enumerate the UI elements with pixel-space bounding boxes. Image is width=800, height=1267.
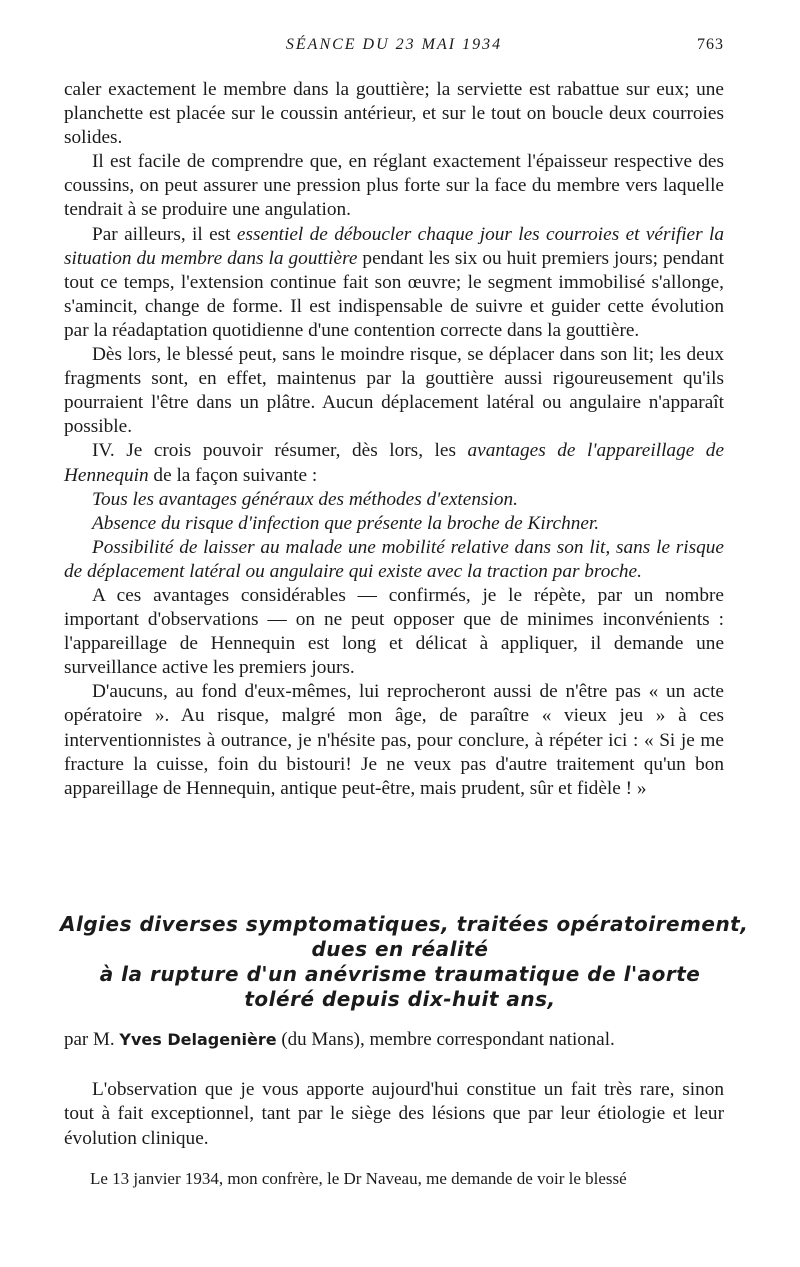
title-line: à la rupture d'un anévrisme traumatique de l'aorte	[99, 962, 701, 986]
text-run: pendant les six ou huit premiers jours; pendant tout ce temps, l'extension continue fait son œuvre; le segment immobilisé s'allonge, s'amincit, change de forme. Il est indispensable de suivre et guider cette évolution par la réadaptation quotidienne d'une contention correcte dans la gouttière.	[64, 247, 724, 341]
title-line: dues en réalité	[311, 937, 489, 961]
emphasis: avantages de l'appareillage de Hennequin	[64, 440, 724, 486]
paragraph	[64, 439, 724, 487]
byline-prefix: par M.	[64, 1029, 120, 1050]
byline-affiliation: (du Mans), membre correspondant national.	[276, 1029, 615, 1050]
body-text	[64, 78, 724, 801]
text-run: IV. Je crois pouvoir résumer, dès lors, les	[92, 440, 468, 462]
advantage-item: Possibilité de laisser au malade une mobilité relative dans son lit, sans le risque de déplacement latéral ou angulaire qui existe avec la traction par broche.	[64, 536, 724, 582]
emphasis: essentiel de déboucler chaque jour les courroies et vérifier la situation du membre dans la gouttière	[64, 223, 724, 269]
paragraph	[64, 223, 724, 343]
paragraph: Il est facile de comprendre que, en réglant exactement l'épaisseur respective des coussins, on peut assurer une pression plus forte sur la face du membre vers laquelle tendrait à se produire une angulation.	[64, 151, 724, 221]
paragraph: D'aucuns, au fond d'eux-mêmes, lui reprocheront aussi de n'être pas « un acte opératoire ». Au risque, malgré mon âge, de paraître « vieux jeu » à ces interventionnistes à outrance, je n'hésite pas, pour conclure, à répéter ici : « Si je me fracture la cuisse, foin du bistouri! Je ne veux pas d'autre traitement qu'un bon appareillage de Hennequin, antique peut-être, mais prudent, sûr et fidèle ! »	[64, 681, 724, 799]
article-title	[60, 912, 749, 1012]
paragraph: caler exactement le membre dans la gouttière; la serviette est rabattue sur eux; une planchette est placée sur le coussin antérieur, et sur le tout on boucle deux courroies solides.	[64, 79, 724, 149]
advantage-item: Tous les avantages généraux des méthodes d'extension.	[92, 488, 518, 510]
page-number: 763	[697, 36, 724, 53]
title-line: toléré depuis dix-huit ans,	[244, 987, 556, 1011]
article-intro	[64, 1078, 724, 1151]
running-header	[64, 36, 724, 58]
text-run: de la façon suivante :	[148, 464, 318, 486]
continued-text: Le 13 janvier 1934, mon confrère, le Dr Naveau, me demande de voir le blessé	[90, 1169, 627, 1188]
title-line: Algies diverses symptomatiques, traitées opératoirement,	[60, 912, 749, 936]
paragraph: A ces avantages considérables — confirmés, je le répète, par un nombre important d'observations — on ne peut opposer que de minimes inconvénients : l'appareillage de Hennequin est long et délicat à appliquer, il demande une surveillance active les premiers jours.	[64, 584, 724, 679]
paragraph: Dès lors, le blessé peut, sans le moindre risque, se déplacer dans son lit; les deux fragments sont, en effet, maintenus par la gouttière aussi rigoureusement qu'ils pourraient l'être dans un plâtre. Aucun déplacement latéral ou angulaire n'apparaît possible.	[64, 344, 724, 438]
advantage-item: Absence du risque d'infection que présente la broche de Kirchner.	[92, 512, 600, 534]
text-run: Par ailleurs, il est	[92, 223, 237, 245]
running-title: SÉANCE DU 23 MAI 1934	[285, 36, 503, 53]
paragraph: L'observation que je vous apporte aujourd'hui constitue un fait très rare, sinon tout à fait exceptionnel, tant par le siège des lésions que par leur étiologie et leur évolution clinique.	[64, 1079, 724, 1149]
byline	[64, 1028, 724, 1052]
author-name: Yves Delagenière	[119, 1030, 277, 1049]
